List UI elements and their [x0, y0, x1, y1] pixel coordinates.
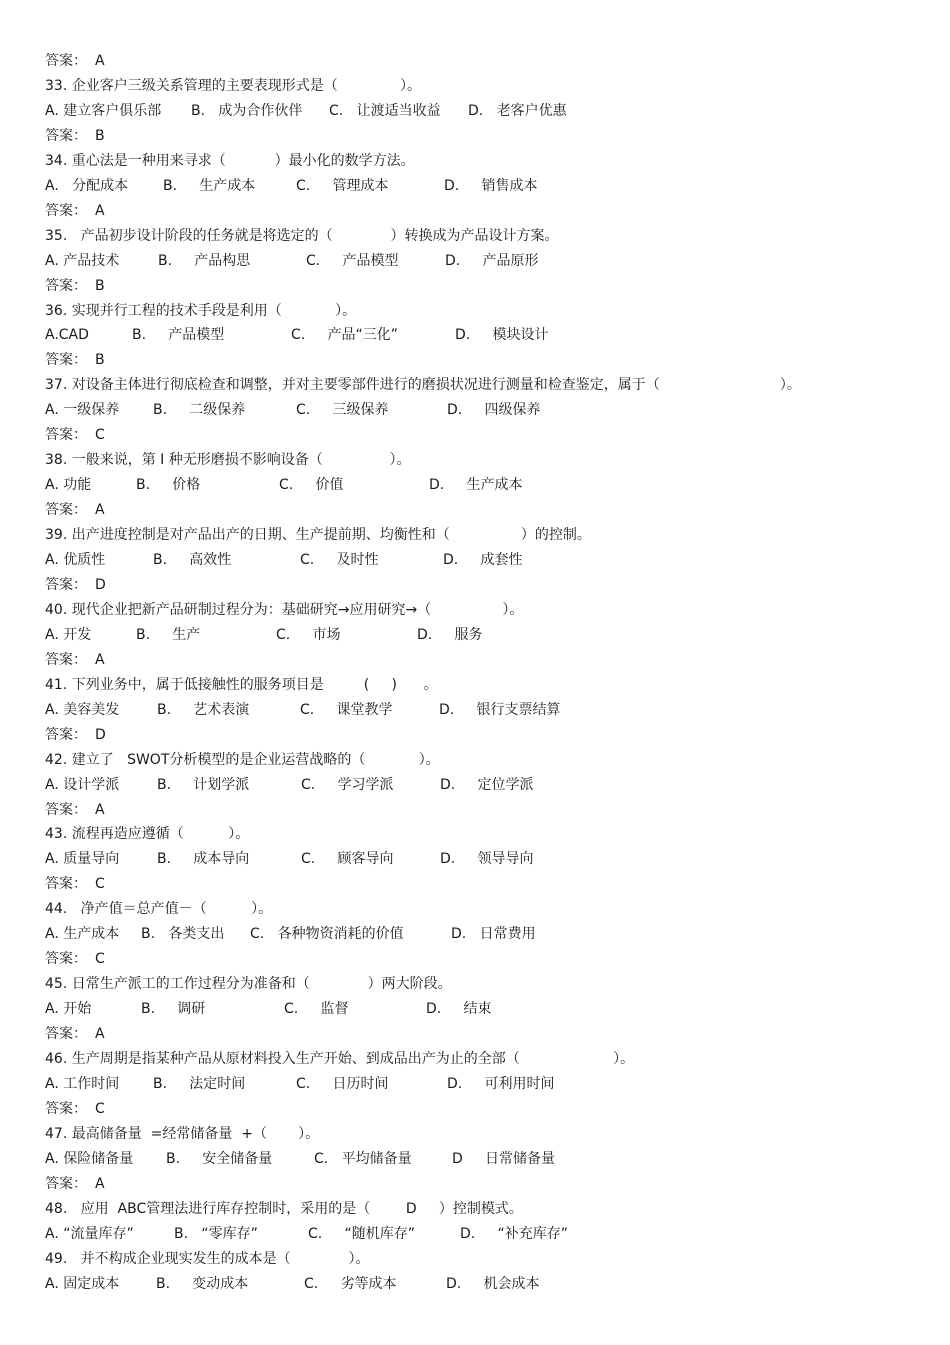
option-d: D. 生产成本 [429, 477, 523, 493]
option-a: A. 质量导向 [45, 851, 120, 867]
option-b: B. 各类支出 [141, 926, 225, 942]
answer-line [0, 423, 950, 448]
options-line [0, 1272, 950, 1297]
option-d: D 日常储备量 [452, 1151, 556, 1167]
option-b: B. 成为合作伙伴 [191, 103, 303, 119]
option-a: A. 工作时间 [45, 1076, 120, 1092]
option-c: C. 及时性 [300, 552, 379, 568]
option-d: D. 日常费用 [451, 926, 536, 942]
answer-label: 答案： [45, 1026, 87, 1042]
option-d: D. 成套性 [443, 552, 523, 568]
answer-line [0, 573, 950, 598]
option-b: B. 调研 [141, 1001, 206, 1017]
question-text: 36. 实现并行工程的技术手段是利用（ ）。 [45, 303, 357, 319]
question-text: 46. 生产周期是指某种产品从原材料投入生产开始、到成品出产为止的全部（ ）。 [45, 1051, 635, 1067]
option-c: C. 学习学派 [301, 777, 394, 793]
answer-value: A [95, 1026, 105, 1042]
options-line [0, 323, 950, 348]
option-a: A. 建立客户俱乐部 [45, 103, 162, 119]
option-b: B. 价格 [136, 477, 201, 493]
option-c: C. 日历时间 [296, 1076, 389, 1092]
options-line [0, 773, 950, 798]
option-b: B. “零库存” [174, 1226, 258, 1242]
option-b: B. 产品模型 [132, 327, 225, 343]
option-d: D. 银行支票结算 [439, 702, 561, 718]
answer-value: A [95, 1176, 105, 1192]
answer-label: 答案： [45, 352, 87, 368]
question-line [0, 897, 950, 922]
question-text: 44. 净产值＝总产值－（ ）。 [45, 901, 273, 917]
option-d: D. 销售成本 [444, 178, 538, 194]
question-text: 40. 现代企业把新产品研制过程分为：基础研究→应用研究→（ ）。 [45, 602, 524, 618]
answer-value: C [95, 951, 105, 967]
option-a: A. 美容美发 [45, 702, 120, 718]
answer-line [0, 274, 950, 299]
option-b: B. 产品构思 [158, 253, 251, 269]
option-c: C. 管理成本 [296, 178, 389, 194]
answer-label: 答案： [45, 1176, 87, 1192]
question-text: 35. 产品初步设计阶段的任务就是将选定的（ ）转换成为产品设计方案。 [45, 228, 559, 244]
question-line [0, 1047, 950, 1072]
answer-label: 答案： [45, 951, 87, 967]
option-d: D. 领导导向 [440, 851, 534, 867]
question-text: 41. 下列业务中，属于低接触性的服务项目是 ( ) 。 [45, 677, 438, 693]
question-text: 45. 日常生产派工的工作过程分为准备和（ ）两大阶段。 [45, 976, 452, 992]
option-d: D. 模块设计 [455, 327, 549, 343]
option-a: A. 生产成本 [45, 926, 120, 942]
answer-label: 答案： [45, 727, 87, 743]
answer-value: A [95, 652, 105, 668]
option-b: B. 二级保养 [153, 402, 246, 418]
option-c: C. 监督 [284, 1001, 349, 1017]
options-line [0, 174, 950, 199]
options-line [0, 1147, 950, 1172]
option-c: C. 劣等成本 [304, 1276, 397, 1292]
answer-line [0, 124, 950, 149]
option-b: B. 计划学派 [157, 777, 250, 793]
option-c: C. 产品“三化” [291, 327, 398, 343]
question-line [0, 373, 950, 398]
question-text: 39. 出产进度控制是对产品出产的日期、生产提前期、均衡性和（ ）的控制。 [45, 527, 591, 543]
option-a: A. 设计学派 [45, 777, 120, 793]
option-a: A. 分配成本 [45, 178, 129, 194]
option-b: B. 变动成本 [156, 1276, 249, 1292]
question-line [0, 673, 950, 698]
answer-label: 答案： [45, 502, 87, 518]
option-c: C. 市场 [276, 627, 341, 643]
option-b: B. 成本导向 [157, 851, 250, 867]
answer-line [0, 199, 950, 224]
option-a: A. 固定成本 [45, 1276, 120, 1292]
answer-value: C [95, 1101, 105, 1117]
answer-value: D [95, 727, 106, 743]
option-a: A. 开始 [45, 1001, 92, 1017]
option-d: D. 结束 [426, 1001, 492, 1017]
answer-value: D [95, 577, 106, 593]
options-line [0, 1072, 950, 1097]
answer-line [0, 498, 950, 523]
answer-label: 答案： [45, 1101, 87, 1117]
question-line [0, 74, 950, 99]
question-line [0, 972, 950, 997]
option-c: C. 三级保养 [296, 402, 389, 418]
answer-line [0, 49, 950, 74]
option-a: A. “流量库存” [45, 1226, 134, 1242]
option-a: A.CAD [45, 327, 89, 343]
options-line [0, 99, 950, 124]
option-a: A. 开发 [45, 627, 92, 643]
option-d: D. 老客户优惠 [468, 103, 567, 119]
question-text: 37. 对设备主体进行彻底检查和调整，并对主要零部件进行的磨损状况进行测量和检查鉴定，属于（ ）。 [45, 377, 801, 393]
question-line [0, 523, 950, 548]
answer-value: A [95, 502, 105, 518]
option-a: A. 保险储备量 [45, 1151, 134, 1167]
option-c: C. 各种物资消耗的价值 [250, 926, 404, 942]
options-line [0, 847, 950, 872]
option-d: D. 定位学派 [440, 777, 534, 793]
answer-line [0, 723, 950, 748]
option-b: B. 安全储备量 [166, 1151, 273, 1167]
question-text: 49. 并不构成企业现实发生的成本是（ ）。 [45, 1251, 370, 1267]
answer-line [0, 947, 950, 972]
option-d: D. 机会成本 [446, 1276, 540, 1292]
option-c: C. 顾客导向 [301, 851, 394, 867]
answer-label: 答案： [45, 802, 87, 818]
question-line [0, 598, 950, 623]
answer-value: B [95, 128, 105, 144]
option-c: C. 价值 [279, 477, 344, 493]
answer-value: C [95, 427, 105, 443]
answer-line [0, 348, 950, 373]
question-text: 42. 建立了 SWOT分析模型的是企业运营战略的（ ）。 [45, 752, 440, 768]
option-a: A. 产品技术 [45, 253, 120, 269]
answer-value: B [95, 352, 105, 368]
option-a: A. 优质性 [45, 552, 106, 568]
question-line [0, 448, 950, 473]
option-b: B. 生产 [136, 627, 201, 643]
question-line [0, 224, 950, 249]
option-c: C. 课堂教学 [300, 702, 393, 718]
answer-value: A [95, 203, 105, 219]
option-b: B. 高效性 [153, 552, 232, 568]
answer-line [0, 798, 950, 823]
option-a: A. 一级保养 [45, 402, 120, 418]
answer-label: 答案： [45, 577, 87, 593]
question-text: 34. 重心法是一种用来寻求（ ）最小化的数学方法。 [45, 153, 415, 169]
answer-line [0, 648, 950, 673]
options-line [0, 698, 950, 723]
answer-value: A [95, 802, 105, 818]
answer-label: 答案： [45, 203, 87, 219]
option-c: C. 产品模型 [306, 253, 399, 269]
question-text: 48. 应用 ABC管理法进行库存控制时，采用的是（ D ）控制模式。 [45, 1201, 523, 1217]
answer-value: A [95, 53, 105, 69]
options-line [0, 997, 950, 1022]
options-line [0, 623, 950, 648]
answer-label: 答案： [45, 652, 87, 668]
option-c: C. 平均储备量 [314, 1151, 412, 1167]
option-b: B. 法定时间 [153, 1076, 246, 1092]
answer-line [0, 872, 950, 897]
answer-value: C [95, 876, 105, 892]
question-line [0, 149, 950, 174]
option-b: B. 艺术表演 [157, 702, 250, 718]
option-d: D. 产品原形 [445, 253, 539, 269]
answer-line [0, 1172, 950, 1197]
option-c: C. “随机库存” [308, 1226, 415, 1242]
option-c: C. 让渡适当收益 [329, 103, 441, 119]
question-line [0, 1122, 950, 1147]
options-line [0, 398, 950, 423]
answer-label: 答案： [45, 427, 87, 443]
question-text: 33. 企业客户三级关系管理的主要表现形式是（ ）。 [45, 78, 422, 94]
answer-label: 答案： [45, 876, 87, 892]
answer-label: 答案： [45, 278, 87, 294]
answer-label: 答案： [45, 53, 87, 69]
option-d: D. 服务 [417, 627, 483, 643]
option-a: A. 功能 [45, 477, 92, 493]
options-line [0, 548, 950, 573]
question-line [0, 748, 950, 773]
question-line [0, 1197, 950, 1222]
question-line [0, 299, 950, 324]
option-d: D. “补充库存” [460, 1226, 568, 1242]
question-line [0, 1247, 950, 1272]
options-line [0, 473, 950, 498]
option-d: D. 四级保养 [447, 402, 541, 418]
option-d: D. 可利用时间 [447, 1076, 555, 1092]
option-b: B. 生产成本 [163, 178, 256, 194]
question-text: 47. 最高储备量 =经常储备量 +（ ）。 [45, 1126, 320, 1142]
answer-line [0, 1022, 950, 1047]
question-text: 43. 流程再造应遵循（ ）。 [45, 826, 250, 842]
question-text: 38. 一般来说，第 I 种无形磨损不影响设备（ ）。 [45, 452, 411, 468]
options-line [0, 249, 950, 274]
answer-value: B [95, 278, 105, 294]
answer-line [0, 1097, 950, 1122]
options-line [0, 1222, 950, 1247]
options-line [0, 922, 950, 947]
question-line [0, 822, 950, 847]
answer-label: 答案： [45, 128, 87, 144]
